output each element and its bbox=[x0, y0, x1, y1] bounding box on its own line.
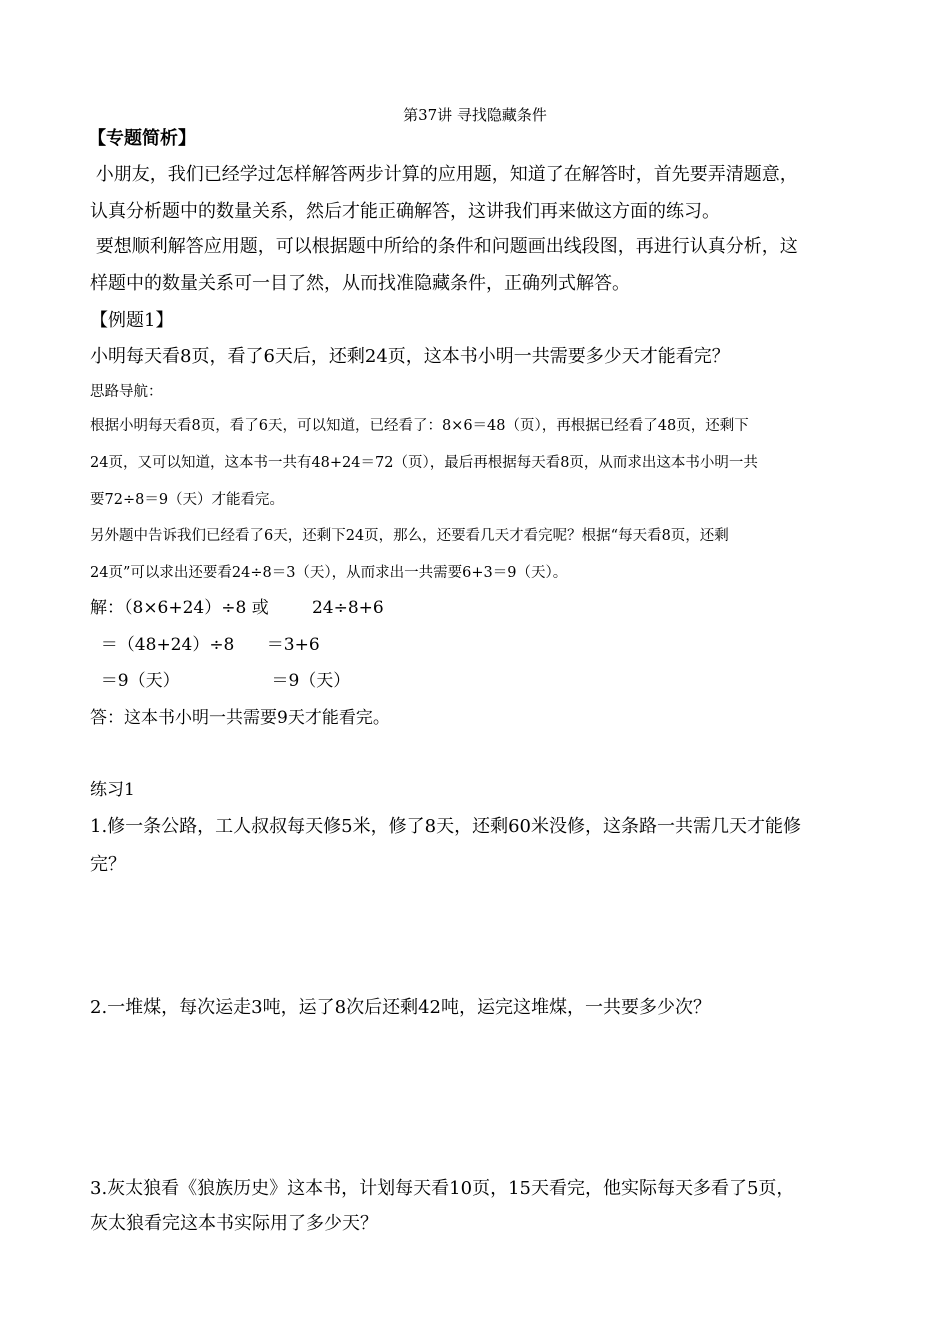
hint-line-4: 另外题中告诉我们已经看了6天，还剩下24页，那么，还要看几天才看完呢？根据“每天看8页，还剩 bbox=[90, 528, 729, 544]
intro-line-2: 认真分析题中的数量关系，然后才能正确解答，这讲我们再来做这方面的练习。 bbox=[90, 201, 720, 222]
hint-line-3: 要72÷8＝9（天）才能看完。 bbox=[90, 492, 285, 508]
hint-line-5: 24页”可以求出还要看24÷8＝3（天），从而求出一共需要6+3＝9（天）。 bbox=[90, 565, 568, 581]
solution-line-1: 解：（8×6+24）÷8 或 24÷8+6 bbox=[90, 598, 384, 618]
answer: 答：这本书小明一共需要9天才能看完。 bbox=[90, 708, 390, 728]
intro-line-4: 样题中的数量关系可一目了然，从而找准隐藏条件，正确列式解答。 bbox=[90, 273, 630, 294]
problem-3-line-1: 3.灰太狼看《狼族历史》这本书，计划每天看10页，15天看完，他实际每天多看了5页， bbox=[90, 1178, 795, 1199]
example-heading: 【例题1】 bbox=[90, 310, 174, 331]
practice-heading: 练习1 bbox=[90, 780, 135, 800]
problem-1-line-2: 完？ bbox=[90, 854, 126, 875]
problem-3-line-2: 灰太狼看完这本书实际用了多少天？ bbox=[90, 1213, 378, 1234]
lesson-title: 第37讲 寻找隐藏条件 bbox=[403, 106, 547, 124]
solution-line-3: ＝9（天） ＝9（天） bbox=[90, 671, 351, 691]
intro-line-3: 要想顺利解答应用题，可以根据题中所给的条件和问题画出线段图，再进行认真分析，这 bbox=[90, 236, 798, 257]
example-question: 小明每天看8页，看了6天后，还剩24页，这本书小明一共需要多少天才能看完？ bbox=[90, 346, 730, 367]
problem-2: 2.一堆煤，每次运走3吨，运了8次后还剩42吨，运完这堆煤，一共要多少次？ bbox=[90, 997, 711, 1018]
hint-line-2: 24页，又可以知道，这本书一共有48+24＝72（页），最后再根据每天看8页，从而求出这本书小明一共 bbox=[90, 455, 758, 471]
hint-line-1: 根据小明每天看8页，看了6天，可以知道，已经看了：8×6＝48（页），再根据已经看了48页，还剩下 bbox=[90, 418, 749, 434]
problem-1-line-1: 1.修一条公路，工人叔叔每天修5米，修了8天，还剩60米没修，这条路一共需几天才能修 bbox=[90, 816, 801, 837]
section-heading: 【专题简析】 bbox=[88, 128, 196, 149]
solution-line-2: ＝（48+24）÷8 ＝3+6 bbox=[90, 635, 320, 655]
intro-line-1: 小朋友，我们已经学过怎样解答两步计算的应用题，知道了在解答时，首先要弄清题意， bbox=[90, 164, 798, 185]
hint-label: 思路导航： bbox=[90, 384, 163, 400]
